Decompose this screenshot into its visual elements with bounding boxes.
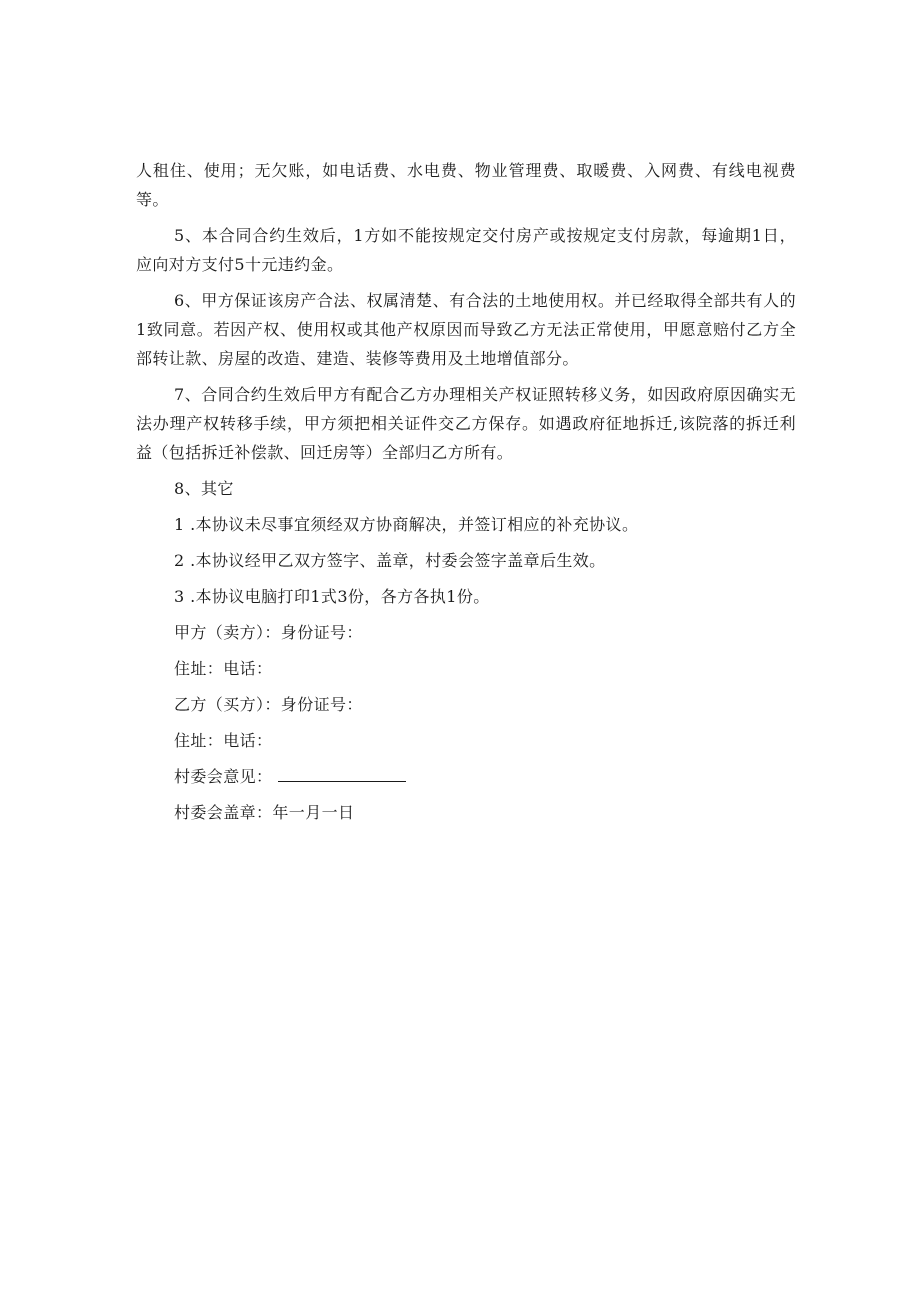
clause-5: 5、本合同合约生效后，1方如不能按规定交付房产或按规定支付房款，每逾期1日，应向对方支付5十元违约金。 <box>136 226 796 274</box>
paragraph-continued: 人租住、使用；无欠账，如电话费、水电费、物业管理费、取暖费、入网费、有线电视费等。 <box>136 161 796 209</box>
party-b-address-line: 住址：电话： <box>174 731 273 750</box>
party-a-address-line: 住址：电话： <box>174 659 273 678</box>
clause-7: 7、合同合约生效后甲方有配合乙方办理相关产权证照转移义务，如因政府原因确实无法办理产权转移手续，甲方须把相关证件交乙方保存。如遇政府征地拆迁,该院落的拆迁利益（包括拆迁补偿款、回迁房等）全部归乙方所有。 <box>136 385 796 462</box>
clause-6: 6、甲方保证该房产合法、权属清楚、有合法的土地使用权。并已经取得全部共有人的1致同意。若因产权、使用权或其他产权原因而导致乙方无法正常使用，甲愿意赔付乙方全部转让款、房屋的改造、建造、装修等费用及土地增值部分。 <box>136 291 796 368</box>
party-b-line: 乙方（买方）：身份证号： <box>174 695 363 714</box>
village-seal-line: 村委会盖章：年一月一日 <box>174 803 355 822</box>
signature-blank-line <box>278 763 406 782</box>
village-opinion-label: 村委会意见： <box>174 767 273 786</box>
document-page <box>136 156 796 834</box>
clause-8-heading: 8、其它 <box>174 479 234 498</box>
party-a-line: 甲方（卖方）：身份证号： <box>174 623 363 642</box>
village-opinion-line <box>136 762 796 791</box>
other-item-2: 2 .本协议经甲乙双方签字、盖章，村委会签字盖章后生效。 <box>174 551 606 570</box>
other-item-1: 1 .本协议未尽事宜须经双方协商解决，并签订相应的补充协议。 <box>174 515 639 534</box>
other-item-3: 3 .本协议电脑打印1式3份，各方各执1份。 <box>174 587 490 606</box>
